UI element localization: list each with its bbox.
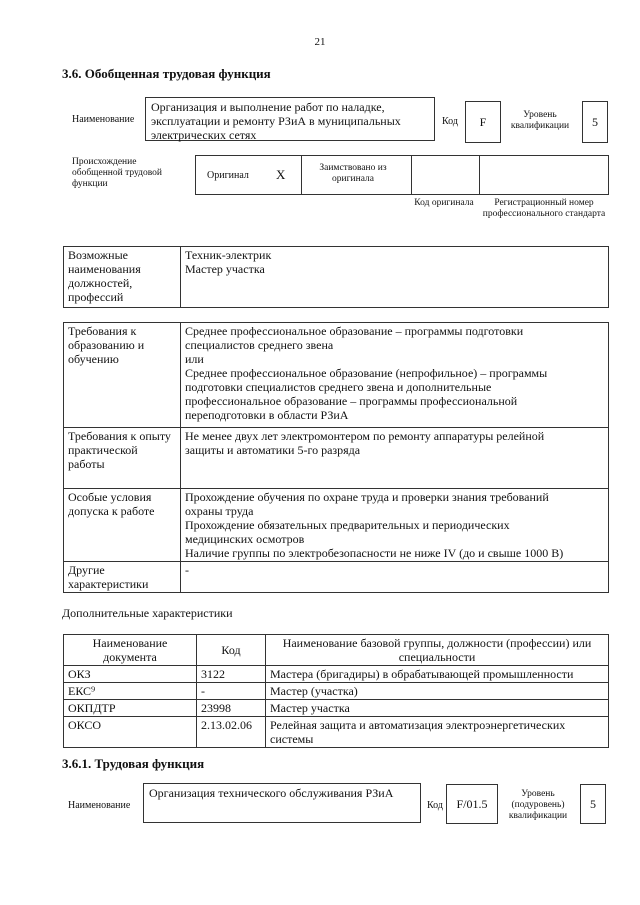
requirement-label: Особые условия допуска к работе [64, 489, 181, 562]
requirement-line: охраны труда [185, 504, 254, 518]
positions-table [63, 246, 609, 308]
tf-name-label: Наименование [68, 800, 131, 811]
origin-reg-num-label: Регистрационный номер профессионального стандарта [482, 198, 606, 219]
requirement-label: Требования к образованию и обучению [64, 323, 181, 428]
requirement-value [181, 562, 609, 593]
requirement-value [181, 323, 609, 428]
tf-level-value: 5 [580, 784, 606, 824]
cell-doc: ОКЗ [64, 666, 197, 683]
cell-name: Мастер (участка) [266, 683, 609, 700]
origin-borrowed-label: Заимствовано из оригинала [319, 163, 387, 184]
position-item: Мастер участка [185, 262, 265, 276]
origin-label: Происхождение обобщенной трудовой функции [72, 157, 162, 189]
gtf-level-label: Уровень квалификации [510, 110, 570, 131]
requirement-line: Среднее профессиональное образование – программы подготовки [185, 324, 524, 338]
gtf-name-label: Наименование [72, 114, 135, 125]
requirement-line: - [185, 563, 189, 577]
requirement-row [64, 428, 609, 489]
tf-name-value: Организация технического обслуживания РЗиА [143, 783, 421, 823]
origin-code-orig-label: Код оригинала [414, 198, 474, 208]
requirement-line: медицинских осмотров [185, 532, 305, 546]
requirement-row [64, 562, 609, 593]
table-row [64, 683, 609, 700]
gtf-level-value: 5 [582, 101, 608, 143]
requirement-line: или [185, 352, 204, 366]
additional-table [63, 634, 609, 748]
cell-code: 2.13.02.06 [197, 717, 266, 748]
requirement-line: подготовки специалистов среднего звена и дополнительные [185, 380, 492, 394]
origin-original-mark: X [276, 167, 286, 182]
table-row [64, 666, 609, 683]
gtf-code-label: Код [442, 116, 458, 127]
page-number: 21 [314, 36, 326, 48]
cell-name: Мастера (бригадиры) в обрабатывающей промышленности [266, 666, 609, 683]
requirement-value [181, 428, 609, 489]
position-item: Техник-электрик [185, 248, 272, 262]
tf-code-value: F/01.5 [446, 784, 498, 824]
requirement-line: Наличие группы по электробезопасности не ниже IV (до и свыше 1000 В) [185, 546, 564, 560]
requirement-row [64, 323, 609, 428]
positions-label: Возможные наименования должностей, профессий [64, 247, 181, 308]
cell-doc: ОКПДТР [64, 700, 197, 717]
requirement-line: Прохождение обучения по охране труда и проверки знания требований [185, 490, 549, 504]
additional-header-row [64, 635, 609, 666]
requirement-line: защиты и автоматики 5-го разряда [185, 443, 361, 457]
requirement-value [181, 489, 609, 562]
cell-code: 23998 [197, 700, 266, 717]
requirement-label: Требования к опыту практической работы [64, 428, 181, 489]
cell-name: Релейная защита и автоматизация электроэнергетических системы [266, 717, 609, 748]
cell-name: Мастер участка [266, 700, 609, 717]
cell-code: 3122 [197, 666, 266, 683]
gtf-name-value: Организация и выполнение работ по наладке, эксплуатации и ремонту РЗиА в муниципальных электрических сетях [145, 97, 435, 141]
section-title: 3.6. Обобщенная трудовая функция [62, 66, 271, 81]
cell-doc: ЕКС⁹ [64, 683, 197, 700]
table-row [64, 717, 609, 748]
cell-code: - [197, 683, 266, 700]
requirement-line: профессиональное образование – программы профессиональной [185, 394, 518, 408]
requirement-line: специалистов среднего звена [185, 338, 334, 352]
requirement-line: Прохождение обязательных предварительных и периодических [185, 518, 510, 532]
additional-header-name: Наименование базовой группы, должности (профессии) или специальности [266, 635, 609, 666]
requirement-line: Не менее двух лет электромонтером по ремонту аппаратуры релейной [185, 429, 545, 443]
additional-header-doc: Наименование документа [64, 635, 197, 666]
tf-level-label: Уровень (подуровень) квалификации [508, 789, 568, 821]
gtf-code-value: F [465, 101, 501, 143]
requirement-line: Среднее профессиональное образование (непрофильное) – программы [185, 366, 548, 380]
tf-code-label: Код [427, 800, 443, 811]
requirement-label: Другие характеристики [64, 562, 181, 593]
additional-header-code: Код [197, 635, 266, 666]
additional-title: Дополнительные характеристики [62, 606, 233, 620]
requirement-line: переподготовки в области РЗиА [185, 408, 349, 422]
subsection-title: 3.6.1. Трудовая функция [62, 756, 205, 771]
cell-doc: ОКСО [64, 717, 197, 748]
requirement-row [64, 489, 609, 562]
requirements-table [63, 322, 609, 593]
origin-box [195, 155, 609, 195]
table-row [64, 700, 609, 717]
positions-values [181, 247, 609, 308]
origin-original-label: Оригинал [207, 170, 249, 181]
